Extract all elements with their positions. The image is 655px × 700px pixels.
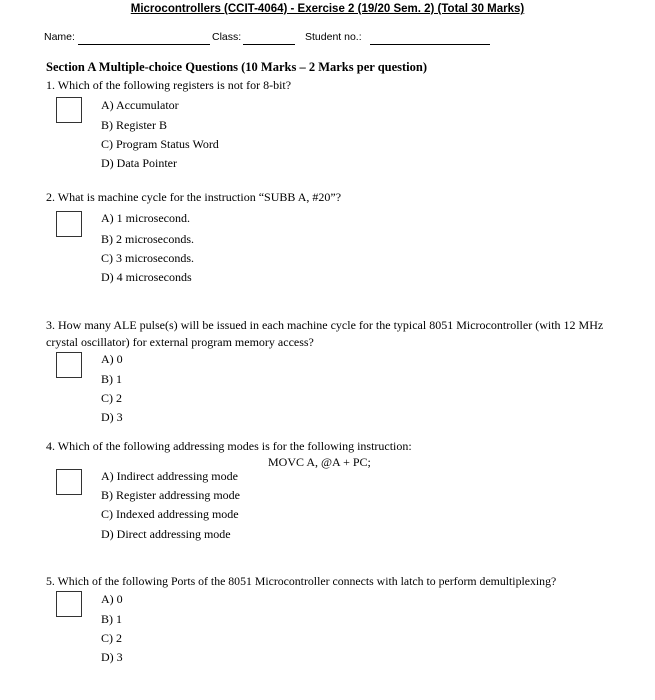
exercise-title: Microcontrollers (CCIT-4064) - Exercise 2 (19/20 Sem. 2) (Total 30 Marks) xyxy=(130,3,525,15)
q5-option-c: C) 2 xyxy=(101,631,122,645)
q3-option-b: B) 1 xyxy=(101,372,122,386)
q5-option-a: A) 0 xyxy=(101,592,123,606)
student-no-label: Student no.: xyxy=(305,31,362,43)
answer-box-4[interactable] xyxy=(56,469,82,495)
q1-option-c: C) Program Status Word xyxy=(101,137,219,151)
question-1: 1. Which of the following registers is not for 8-bit? xyxy=(46,78,292,92)
name-label: Name: xyxy=(44,31,75,43)
q3-option-c: C) 2 xyxy=(101,391,122,405)
q4-instruction: MOVC A, @A + PC; xyxy=(268,455,371,469)
q4-option-a: A) Indirect addressing mode xyxy=(101,469,238,483)
q4-option-c: C) Indexed addressing mode xyxy=(101,507,239,521)
q4-option-b: B) Register addressing mode xyxy=(101,488,240,502)
q2-option-a: A) 1 microsecond. xyxy=(101,211,190,225)
q2-option-c: C) 3 microseconds. xyxy=(101,251,194,265)
q4-option-d: D) Direct addressing mode xyxy=(101,527,231,541)
class-label: Class: xyxy=(212,31,242,43)
q1-option-a: A) Accumulator xyxy=(101,98,179,112)
q5-option-d: D) 3 xyxy=(101,650,123,664)
q3-option-d: D) 3 xyxy=(101,410,123,424)
answer-box-5[interactable] xyxy=(56,591,82,617)
student-no-field[interactable] xyxy=(370,44,490,45)
q2-option-b: B) 2 microseconds. xyxy=(101,232,194,246)
answer-box-2[interactable] xyxy=(56,211,82,237)
q1-option-d: D) Data Pointer xyxy=(101,156,177,170)
question-4: 4. Which of the following addressing modes is for the following instruction: xyxy=(46,439,412,453)
name-field[interactable] xyxy=(78,44,210,45)
question-2: 2. What is machine cycle for the instruction “SUBB A, #20”? xyxy=(46,190,342,204)
answer-box-1[interactable] xyxy=(56,97,82,123)
question-5: 5. Which of the following Ports of the 8051 Microcontroller connects with latch to perform demultiplexing? xyxy=(46,574,557,588)
q3-option-a: A) 0 xyxy=(101,352,123,366)
answer-box-3[interactable] xyxy=(56,352,82,378)
q2-option-d: D) 4 microseconds xyxy=(101,270,192,284)
section-title: Section A Multiple-choice Questions (10 Marks – 2 Marks per question) xyxy=(46,60,428,74)
q5-option-b: B) 1 xyxy=(101,612,122,626)
class-field[interactable] xyxy=(243,44,295,45)
question-3: 3. How many ALE pulse(s) will be issued in each machine cycle for the typical 8051 Microcontroller (with 12 MHz crystal oscillator) for external program memory access? xyxy=(46,318,604,349)
q1-option-b: B) Register B xyxy=(101,118,167,132)
